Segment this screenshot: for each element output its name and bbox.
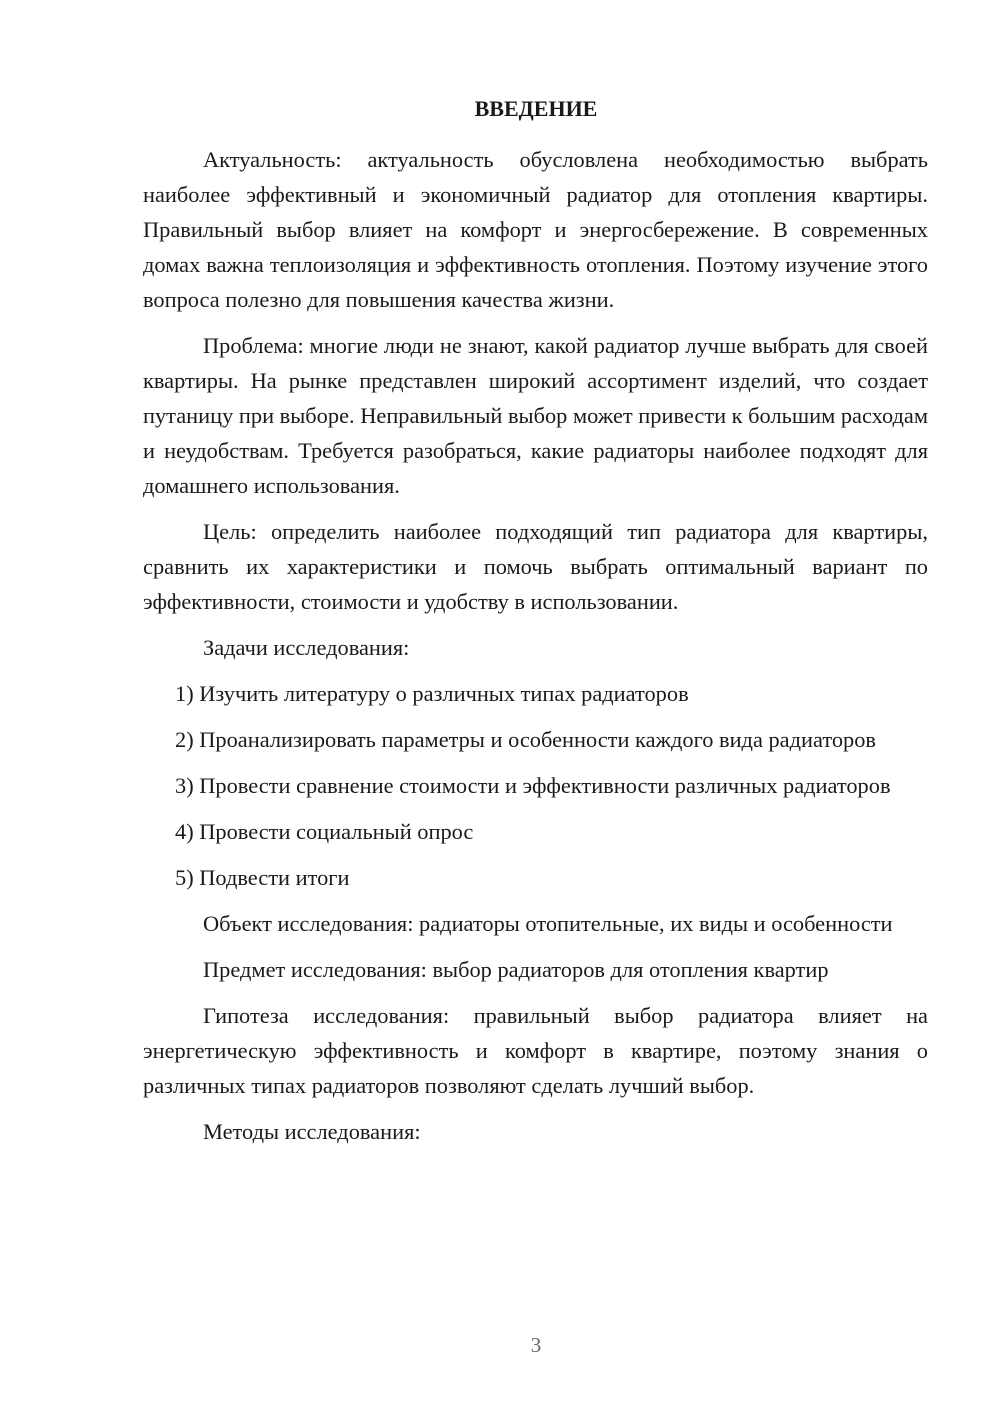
paragraph-tasks-heading: Задачи исследования:	[203, 635, 410, 660]
paragraph-problem: Проблема: многие люди не знают, какой радиатор лучше выбрать для своей квартиры. На рынке представлен широкий ассортимент изделий, что создает путаницу при выборе. Неправильный выбор может привести к большим расходам и неудобствам. Требуется разобраться, какие радиаторы наиболее подходят для домашнего использования.	[143, 333, 928, 498]
list-item: 4) Провести социальный опрос	[175, 819, 474, 844]
paragraph-goal: Цель: определить наиболее подходящий тип радиатора для квартиры, сравнить их характеристики и помочь выбрать оптимальный вариант по эффективности, стоимости и удобству в использовании.	[143, 519, 928, 614]
list-item: 5) Подвести итоги	[175, 865, 350, 890]
page-number: 3	[530, 1333, 542, 1357]
paragraph-hypothesis: Гипотеза исследования: правильный выбор радиатора влияет на энергетическую эффективность и комфорт в квартире, поэтому знания о различных типах радиаторов позволяют сделать лучший выбор.	[143, 1003, 928, 1098]
page-title: ВВЕДЕНИЕ	[474, 96, 598, 121]
paragraph-object: Объект исследования: радиаторы отопительные, их виды и особенности	[203, 911, 893, 936]
paragraph-subject: Предмет исследования: выбор радиаторов для отопления квартир	[203, 957, 829, 982]
list-item: 1) Изучить литературу о различных типах радиаторов	[175, 681, 689, 706]
list-item: 3) Провести сравнение стоимости и эффективности различных радиаторов	[175, 773, 891, 798]
document-body	[143, 142, 928, 1160]
paragraph-methods: Методы исследования:	[203, 1119, 421, 1144]
paragraph-relevance: Актуальность: актуальность обусловлена необходимостью выбрать наиболее эффективный и экономичный радиатор для отопления квартиры. Правильный выбор влияет на комфорт и энергосбережение. В современных домах важна теплоизоляция и эффективность отопления. Поэтому изучение этого вопроса полезно для повышения качества жизни.	[143, 147, 928, 312]
list-item: 2) Проанализировать параметры и особенности каждого вида радиаторов	[175, 727, 876, 752]
